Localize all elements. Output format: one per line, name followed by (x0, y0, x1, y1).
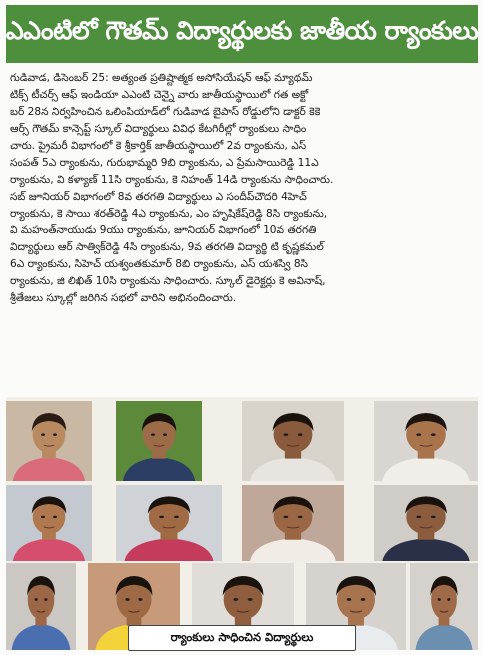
student-photo (116, 401, 202, 481)
article-body (10, 70, 475, 307)
article-line: సంపత్ 5ఎ ర్యాంకును, గురుభామ్మరి 9బి ర్యాంకును, ఎ ప్రేమసాయిరెడ్డి 11ఎ (10, 156, 319, 169)
article-line: గుడివాడ, డిసెంబర్ 25: అత్యంత ప్రతిష్టాత్మక అసోసియేషన్ ఆఫ్ మ్యాథమ్ (10, 72, 313, 84)
student-photo (6, 401, 92, 481)
student-photo (116, 485, 222, 561)
student-photo (6, 485, 92, 561)
student-photo (242, 401, 344, 481)
student-photo (410, 563, 478, 650)
article-line: బర్ 28న నిర్వహించిన ఒలింపియాడ్‌లో గుడివాడ బైపాస్ రోడ్డులోని డాక్టర్ కెకె (10, 105, 321, 118)
article-line: చారు. ప్రైమరీ విభాగంలో కె శ్రీకార్తిక్ జాతీయస్థాయిలో 2వ ర్యాంకును, ఎస్ (10, 139, 307, 152)
article-line: విద్యార్థులు ఆర్ సాత్విక్‌రెడ్డి 4సి ర్యాంకును, 9వ తరగతి విద్యార్థి టి కృష్ణకమల్ (10, 241, 324, 254)
article-line: సబ్ జూనియర్ విభాగంలో 8వ తరగతి విద్యార్థులు ఎ సందీప్‌చౌదరి 4హెచ్ (10, 190, 307, 203)
photo-caption: ర్యాంకులు సాధించిన విద్యార్థులు (128, 625, 356, 651)
article-line: ఆర్స్ గౌతమ్ కాన్సెప్ట్ స్కూల్ విద్యార్థులు వివిధ కేటగిరీల్లో ర్యాంకులు సాధిం (10, 122, 307, 135)
student-photo-grid (6, 397, 478, 650)
article-line: వి మహంత్‌నాయుడు 9యు ర్యాంకును, జూనియర్ విభాగంలో 10వ తరగతి (10, 224, 317, 237)
article-line: శ్రీతేజలు స్కూల్లో జరిగిన సభలో వారిని అభినందించారు. (10, 292, 237, 305)
student-photo (374, 485, 478, 561)
article-line: టిక్స్ టీచర్స్ ఆఫ్ ఇండియా ఎఎంటి చెన్నై వారు జాతీయస్థాయిలో గత అక్టో (10, 88, 309, 101)
article-line: ర్యాంకును, జి లిఖిత్ 10సి ర్యాంకును సాధించారు. స్కూల్ డైరెక్టర్లు కె అవినాష్, (10, 275, 326, 288)
article-line: ర్యాంకును, కె సాయి శరత్‌రెడ్డి 4ఎ ర్యాంకును, ఎం హృషికేష్‌రెడ్డి 8సి ర్యాంకును, (10, 207, 328, 220)
article-line: 6ఎ ర్యాంకును, సిహెచ్ యశ్వంతకుమార్ 8బి ర్యాంకును, ఎస్ యశస్వి 8సి (10, 258, 308, 271)
student-photo (374, 401, 478, 481)
student-photo (6, 563, 76, 650)
student-photo (242, 485, 344, 561)
headline: ఎఎంటిలో గౌతమ్ విద్యార్థులకు జాతీయ ర్యాంకులు (6, 5, 478, 63)
article-line: ర్యాంకును, వి కళ్యాణ్ 11సి ర్యాంకును, కె నిహంత్ 14డి ర్యాంకును సాధించారు. (10, 173, 334, 186)
